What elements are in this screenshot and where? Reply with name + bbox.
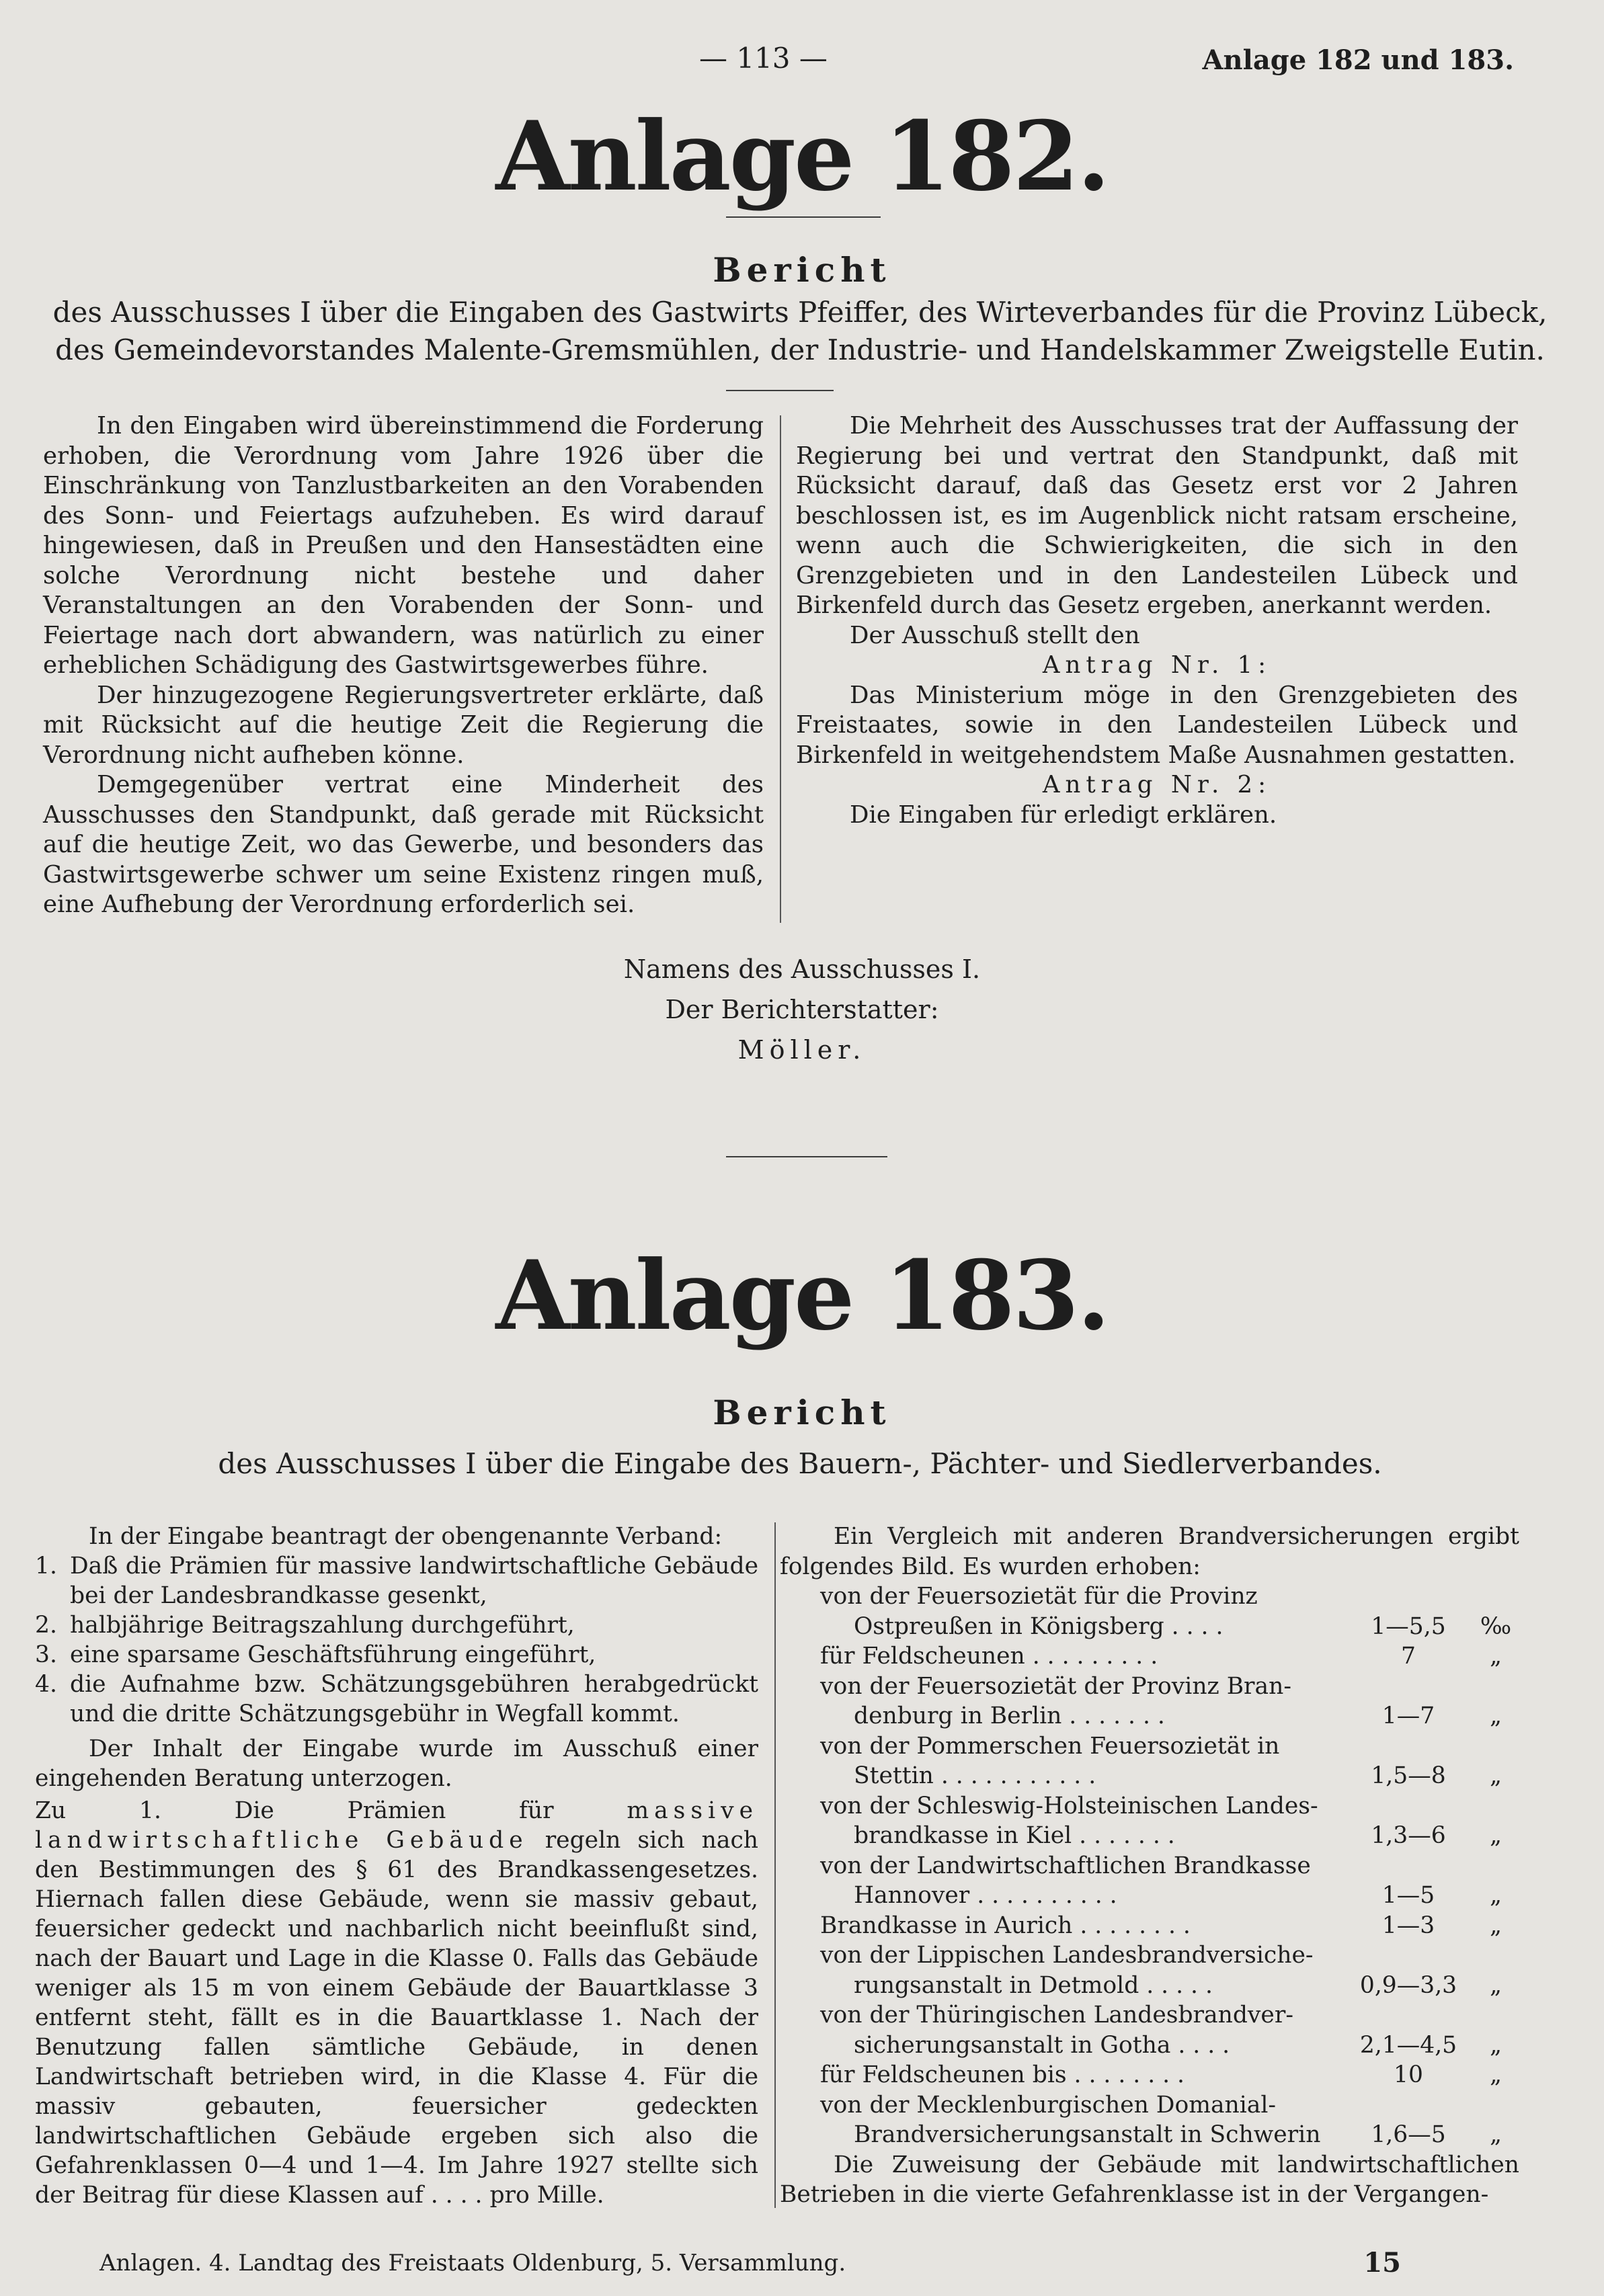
emphasis: massive landwirtschaftliche Gebäude bbox=[35, 1797, 759, 1854]
paragraph: In den Eingaben wird übereinstimmend die Forderung erhoben, die Verordnung vom Jahre 1926 über die Einschränkung von Tanzlustbarkeiten an den Vorabenden des Sonn- und Feiertags aufzuheben. Es wird darauf hingewiesen, daß in Preußen und den Hansestädten eine solche Verordnung nicht bestehe und daher Veranstaltungen an den Vorabenden der Sonn- und Feiertage nach dort abwandern, was natürlich zu einer erheblichen Schädigung des Gastwirtsgewerbes führe. bbox=[43, 412, 764, 679]
list-item: 3. eine sparsame Geschäftsführung eingeführt, bbox=[35, 1641, 596, 1668]
divider bbox=[726, 216, 881, 218]
list-item: 4. die Aufnahme bzw. Schätzungsgebühren herabgedrückt und die dritte Schätzungsgebühr in Wegfall kommt. bbox=[35, 1671, 758, 1727]
antrag-2-heading: Antrag Nr. 2: bbox=[1042, 771, 1272, 798]
running-header: Anlage 182 und 183. bbox=[1202, 44, 1514, 76]
section-divider bbox=[726, 1156, 887, 1157]
anlage-182-left-column bbox=[43, 411, 764, 920]
anlage-182-title: Anlage 182. bbox=[495, 101, 1109, 212]
paragraph: Ein Vergleich mit anderen Brandversicherungen ergibt folgendes Bild. Es wurden erhoben: bbox=[780, 1523, 1519, 1580]
list-item: 1. Daß die Prämien für massive landwirtschaftliche Gebäude bei der Landesbrandkasse gesenkt, bbox=[35, 1553, 758, 1609]
insurance-row: Brandkasse in Aurich . . . . . . . . 1—3 „ bbox=[820, 1912, 1502, 1939]
footer-left: Anlagen. 4. Landtag des Freistaats Oldenburg, 5. Versammlung. bbox=[99, 2250, 846, 2277]
insurance-row: von der Feuersozietät der Provinz Bran- denburg in Berlin . . . . . . . 1—7 „ bbox=[820, 1672, 1502, 1729]
insurance-row: für Feldscheunen bis . . . . . . . . 10 „ bbox=[820, 2061, 1502, 2088]
footer-sheet-number: 15 bbox=[1363, 2247, 1401, 2279]
signature-line-1: Namens des Ausschusses I. bbox=[623, 954, 981, 984]
paragraph: Der Ausschuß stellt den bbox=[850, 621, 1140, 649]
anlage-183-title: Anlage 183. bbox=[495, 1240, 1109, 1352]
signature-line-2: Der Berichterstatter: bbox=[665, 995, 939, 1024]
insurance-row: von der Mecklenburgischen Domanial- Brandversicherungsanstalt in Schwerin 1,6—5 „ bbox=[820, 2091, 1502, 2148]
signature-block bbox=[0, 949, 1604, 1070]
paragraph: Die Mehrheit des Ausschusses trat der Auffassung der Regierung bei und vertrat den Standpunkt, daß mit Rücksicht darauf, daß das Gesetz erst vor 2 Jahren beschlossen ist, es im Augenblick nicht ratsam erscheine, wenn auch die Schwierigkeiten, die sich in den Grenzgebieten und in den Landesteilen Lübeck und Birkenfeld durch das Gesetz ergeben, anerkannt werden. bbox=[796, 412, 1518, 619]
list-item: 2. halbjährige Beitragszahlung durchgeführt, bbox=[35, 1612, 575, 1639]
insurance-row: von der Landwirtschaftlichen Brandkasse Hannover . . . . . . . . . . 1—5 „ bbox=[820, 1852, 1502, 1909]
anlage-183-right-column bbox=[780, 1522, 1519, 2210]
insurance-row: für Feldscheunen . . . . . . . . . 7 „ bbox=[820, 1643, 1502, 1670]
anlage-183-bericht-heading: Bericht bbox=[713, 1393, 891, 1432]
insurance-row: von der Feuersozietät für die Provinz Ostpreußen in Königsberg . . . . 1—5,5 ‰ bbox=[820, 1583, 1512, 1640]
paragraph-zu-1: Zu 1. Die Prämien für massive landwirtschaftliche Gebäude regeln sich nach den Bestimmungen des § 61 des Brandkassengesetzes. Hiernach fallen diese Gebäude, wenn sie massiv gebaut, feuersicher gedeckt und nachbarlich nicht beeinflußt sind, nach der Bauart und Lage in die Klasse 0. Falls das Gebäude weniger als 15 m von einem Gebäude der Bauartklasse 3 entfernt steht, fällt es in die Bauartklasse 1. Nach der Benutzung fallen sämtliche Gebäude, in denen Landwirtschaft betrieben wird, in die Klasse 4. Für die massiv gebauten, feuersicher gedeckten landwirtschaftlichen Gebäude ergeben sich also die Gefahrenklassen 0—4 und 1—4. Im Jahre 1927 stellte sich der Beitrag für diese Klassen auf . . . . pro Mille. bbox=[35, 1797, 759, 2209]
antrag-1-text: Das Ministerium möge in den Grenzgebieten des Freistaates, sowie in den Landesteilen Lübeck und Birkenfeld in weitgehendstem Maße Ausnahmen gestatten. bbox=[796, 681, 1518, 769]
insurance-comparison-list bbox=[820, 1582, 1519, 2150]
insurance-row: von der Lippischen Landesbrandversiche- rungsanstalt in Detmold . . . . . 0,9—3,3 „ bbox=[820, 1942, 1502, 1999]
antrag-2-text: Die Eingaben für erledigt erklären. bbox=[850, 801, 1277, 829]
paragraph: Der Inhalt der Eingabe wurde im Ausschuß einer eingehenden Beratung unterzogen. bbox=[35, 1735, 758, 1792]
page-number: — 113 — bbox=[699, 42, 828, 75]
antrag-1-heading: Antrag Nr. 1: bbox=[1042, 651, 1272, 679]
anlage-183-left-column bbox=[35, 1522, 758, 2210]
insurance-row: von der Pommerschen Feuersozietät in Stettin . . . . . . . . . . . 1,5—8 „ bbox=[820, 1732, 1502, 1789]
paragraph: In der Eingabe beantragt der obengenannte Verband: bbox=[89, 1523, 723, 1550]
anlage-183-subtitle: des Ausschusses I über die Eingabe des Bauern-, Pächter- und Siedlerverbandes. bbox=[218, 1447, 1382, 1480]
divider bbox=[726, 390, 834, 391]
paragraph: Demgegenüber vertrat eine Minderheit des Ausschusses den Standpunkt, daß gerade mit Rücksicht auf die heutige Zeit, wo das Gewerbe, und besonders das Gastwirtsgewerbe schwer um seine Existenz ringen muß, eine Aufhebung der Verordnung erforderlich sei. bbox=[43, 771, 764, 918]
anlage-182-bericht-heading: Bericht bbox=[713, 250, 891, 290]
paragraph: Der hinzugezogene Regierungsvertreter erklärte, daß mit Rücksicht auf die heutige Zeit die Regierung die Verordnung nicht aufheben könne. bbox=[43, 681, 764, 769]
signature-name: Möller. bbox=[737, 1035, 867, 1065]
column-divider bbox=[780, 415, 781, 923]
column-divider bbox=[774, 1522, 776, 2208]
paragraph: Die Zuweisung der Gebäude mit landwirtschaftlichen Betrieben in die vierte Gefahrenklasse ist in der Vergangen- bbox=[780, 2151, 1519, 2208]
insurance-row: von der Thüringischen Landesbrandver- sicherungsanstalt in Gotha . . . . 2,1—4,5 „ bbox=[820, 2002, 1502, 2059]
anlage-182-right-column bbox=[796, 411, 1518, 830]
insurance-row: von der Schleswig-Holsteinischen Landes- brandkasse in Kiel . . . . . . . 1,3—6 „ bbox=[820, 1792, 1502, 1849]
anlage-182-subtitle: des Ausschusses I über die Eingaben des Gastwirts Pfeiffer, des Wirteverbandes für die Provinz Lübeck, des Gemeindevorstandes Malente-Gremsmühlen, der Industrie- und Handelskammer Zweigstelle Eutin. bbox=[52, 296, 1548, 366]
